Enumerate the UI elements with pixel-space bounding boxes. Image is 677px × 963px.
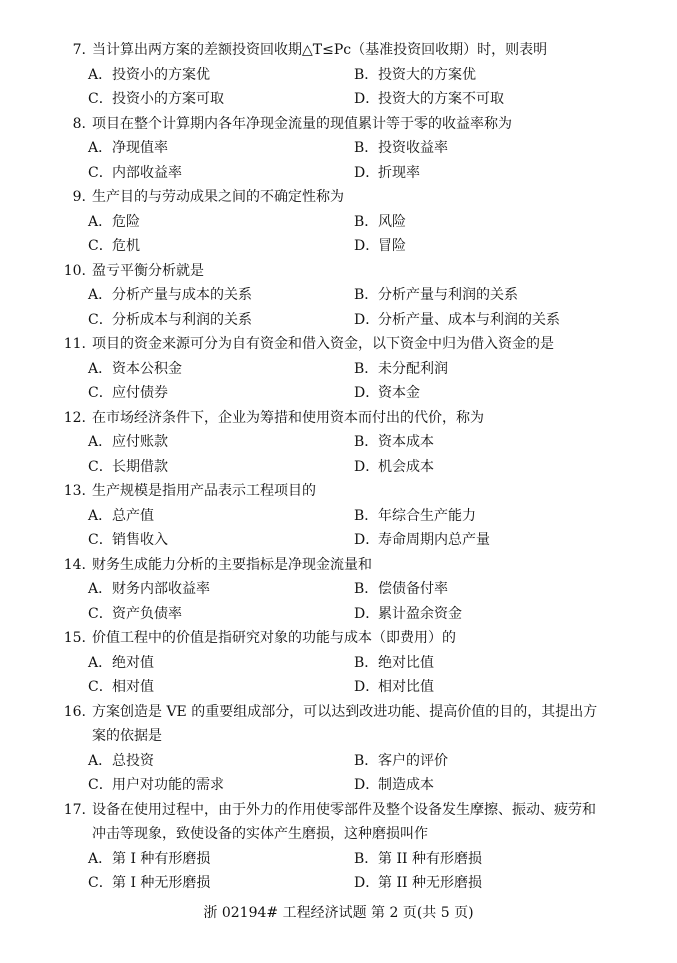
option-b: [354, 749, 448, 774]
option-d: [354, 455, 434, 480]
option-letter: D．: [354, 311, 380, 328]
question-text-continued: 冲击等现象，致使设备的实体产生磨损，这种磨损叫作: [92, 826, 428, 842]
option-grid: [0, 577, 677, 626]
option-text: 投资大的方案不可取: [378, 91, 504, 107]
option-text: 折现率: [378, 164, 420, 181]
option-text: 分析产量与成本的关系: [112, 287, 252, 303]
option-text: 寿命周期内总产量: [378, 532, 490, 548]
question-text: 设备在使用过程中，由于外力的作用使零部件及整个设备发生摩擦、振动、疲劳和: [92, 801, 596, 818]
option-a: [88, 504, 154, 529]
question-item: [0, 259, 677, 333]
question-stem: [0, 553, 677, 578]
option-text: 总产值: [112, 507, 154, 524]
option-letter: B．: [354, 434, 379, 450]
question-stem: [0, 479, 677, 504]
option-b: [354, 283, 518, 308]
option-text: 分析成本与利润的关系: [112, 311, 252, 328]
question-text: 当计算出两方案的差额投资回收期△T≤Pc（基准投资回收期）时，则表明: [92, 42, 548, 58]
option-letter: D．: [354, 777, 380, 793]
question-number: 12.: [63, 409, 86, 426]
option-b: [354, 847, 482, 872]
question-number: 16.: [63, 703, 86, 720]
option-text: 销售收入: [112, 532, 168, 548]
option-d: [354, 381, 420, 406]
option-letter: B．: [354, 66, 379, 83]
question-item: [0, 332, 677, 406]
option-letter: D．: [354, 532, 380, 548]
option-b: [354, 210, 406, 235]
option-a: [88, 357, 182, 382]
question-item: [0, 700, 677, 798]
option-d: [354, 773, 434, 798]
option-letter: D．: [354, 385, 380, 401]
option-text: 资本金: [378, 385, 420, 401]
option-letter: C．: [88, 605, 113, 622]
option-grid: [0, 63, 677, 112]
option-d: [354, 602, 462, 627]
question-item: [0, 798, 677, 896]
option-b: [354, 63, 476, 88]
option-text: 相对比值: [378, 679, 434, 695]
question-item: [0, 185, 677, 259]
option-a: [88, 210, 140, 235]
question-stem: [0, 406, 677, 431]
option-text: 制造成本: [378, 777, 434, 793]
option-grid: [0, 504, 677, 553]
option-grid: [0, 283, 677, 332]
question-item: [0, 553, 677, 627]
option-letter: C．: [88, 238, 113, 254]
option-letter: B．: [354, 140, 379, 156]
option-text: 偿债备付率: [378, 581, 448, 597]
option-letter: A．: [88, 287, 113, 303]
option-text: 未分配利润: [378, 360, 448, 377]
option-c: [88, 675, 154, 700]
option-c: [88, 773, 224, 798]
option-text: 分析产量、成本与利润的关系: [378, 311, 560, 328]
option-text: 分析产量与利润的关系: [378, 287, 518, 303]
option-letter: D．: [354, 875, 380, 891]
question-list: [0, 38, 677, 896]
option-text: 绝对比值: [378, 654, 434, 671]
question-text: 财务生成能力分析的主要指标是净现金流量和: [92, 556, 372, 573]
option-b: [354, 136, 448, 161]
option-letter: C．: [88, 532, 113, 548]
option-letter: D．: [354, 238, 380, 254]
question-number: 17.: [63, 801, 86, 818]
option-letter: A．: [88, 66, 113, 83]
option-text: 财务内部收益率: [112, 581, 210, 597]
option-b: [354, 651, 434, 676]
option-grid: [0, 357, 677, 406]
question-number: 15.: [63, 630, 86, 646]
option-letter: B．: [354, 360, 379, 377]
option-letter: C．: [88, 311, 113, 328]
option-grid: [0, 210, 677, 259]
option-c: [88, 308, 252, 333]
option-c: [88, 528, 168, 553]
option-letter: A．: [88, 581, 113, 597]
option-letter: A．: [88, 140, 113, 156]
option-a: [88, 136, 168, 161]
option-a: [88, 749, 154, 774]
option-b: [354, 357, 448, 382]
option-d: [354, 528, 490, 553]
option-letter: A．: [88, 850, 113, 867]
option-letter: B．: [354, 507, 379, 524]
option-text: 长期借款: [112, 458, 168, 475]
option-text: 用户对功能的需求: [112, 777, 224, 793]
question-text: 价值工程中的价值是指研究对象的功能与成本（即费用）的: [92, 630, 456, 646]
option-c: [88, 871, 210, 896]
option-text: 总投资: [112, 752, 154, 769]
question-text: 在市场经济条件下，企业为筹措和使用资本而付出的代价，称为: [92, 409, 484, 426]
option-letter: A．: [88, 213, 113, 230]
question-text: 盈亏平衡分析就是: [92, 262, 204, 279]
option-letter: A．: [88, 507, 113, 524]
question-text: 生产目的与劳动成果之间的不确定性称为: [92, 189, 344, 205]
question-item: [0, 112, 677, 186]
option-d: [354, 234, 406, 259]
option-letter: C．: [88, 164, 113, 181]
question-stem: [0, 798, 677, 847]
option-grid: [0, 136, 677, 185]
question-text: 方案创造是 VE 的重要组成部分，可以达到改进功能、提高价值的目的，其提出方: [92, 703, 598, 720]
question-number: 9.: [72, 189, 86, 205]
question-stem: [0, 332, 677, 357]
option-letter: A．: [88, 434, 113, 450]
option-b: [354, 504, 476, 529]
option-b: [354, 430, 434, 455]
question-text: 生产规模是指用产品表示工程项目的: [92, 483, 316, 499]
option-grid: [0, 651, 677, 700]
question-text: 项目的资金来源可分为自有资金和借入资金，以下资金中归为借入资金的是: [92, 336, 554, 352]
option-text: 危机: [112, 238, 140, 254]
option-text: 风险: [378, 213, 406, 230]
option-d: [354, 675, 434, 700]
option-text: 第 I 种有形磨损: [112, 850, 211, 867]
option-text: 机会成本: [378, 458, 434, 475]
option-grid: [0, 749, 677, 798]
option-letter: C．: [88, 777, 113, 793]
option-letter: C．: [88, 385, 113, 401]
option-a: [88, 847, 210, 872]
option-letter: B．: [354, 850, 379, 867]
option-c: [88, 161, 182, 186]
option-text: 第 II 种有形磨损: [378, 850, 482, 867]
option-letter: B．: [354, 752, 379, 769]
question-number: 7.: [72, 42, 86, 58]
option-letter: C．: [88, 679, 113, 695]
option-letter: D．: [354, 679, 380, 695]
question-item: [0, 626, 677, 700]
option-a: [88, 63, 210, 88]
question-stem: [0, 38, 677, 63]
option-text: 投资大的方案优: [378, 66, 476, 83]
option-text: 资本成本: [378, 434, 434, 450]
option-letter: D．: [354, 91, 380, 107]
option-letter: D．: [354, 605, 380, 622]
question-stem: [0, 259, 677, 284]
option-text: 第 II 种无形磨损: [378, 875, 482, 891]
question-number: 14.: [63, 556, 86, 573]
option-text: 净现值率: [112, 140, 168, 156]
question-text-continued: 案的依据是: [92, 728, 162, 744]
option-letter: C．: [88, 875, 113, 891]
option-c: [88, 234, 140, 259]
option-text: 绝对值: [112, 654, 154, 671]
option-letter: D．: [354, 458, 380, 475]
option-text: 内部收益率: [112, 164, 182, 181]
option-letter: C．: [88, 91, 113, 107]
option-letter: B．: [354, 213, 379, 230]
option-letter: B．: [354, 287, 379, 303]
option-letter: B．: [354, 581, 379, 597]
option-a: [88, 651, 154, 676]
option-grid: [0, 430, 677, 479]
option-text: 资产负债率: [112, 605, 182, 622]
option-text: 冒险: [378, 238, 406, 254]
option-c: [88, 381, 168, 406]
option-text: 投资小的方案优: [112, 66, 210, 83]
option-grid: [0, 847, 677, 896]
question-stem: [0, 185, 677, 210]
question-stem: [0, 700, 677, 749]
question-stem: [0, 112, 677, 137]
option-letter: B．: [354, 654, 379, 671]
question-number: 8.: [72, 115, 86, 132]
option-letter: A．: [88, 360, 113, 377]
option-text: 第 I 种无形磨损: [112, 875, 211, 891]
question-number: 13.: [63, 483, 86, 499]
option-b: [354, 577, 448, 602]
question-item: [0, 38, 677, 112]
question-text: 项目在整个计算期内各年净现金流量的现值累计等于零的收益率称为: [92, 115, 512, 132]
question-number: 10.: [63, 262, 86, 279]
option-text: 应付债券: [112, 385, 168, 401]
option-letter: A．: [88, 752, 113, 769]
option-letter: D．: [354, 164, 380, 181]
option-text: 客户的评价: [378, 752, 448, 769]
option-text: 相对值: [112, 679, 154, 695]
option-text: 投资收益率: [378, 140, 448, 156]
option-letter: A．: [88, 654, 113, 671]
page-footer: 浙 02194# 工程经济试题 第 2 页(共 5 页): [203, 905, 474, 921]
option-a: [88, 577, 210, 602]
option-text: 投资小的方案可取: [112, 91, 224, 107]
option-letter: C．: [88, 458, 113, 475]
option-d: [354, 161, 420, 186]
option-c: [88, 455, 168, 480]
option-a: [88, 430, 168, 455]
option-d: [354, 871, 482, 896]
option-text: 资本公积金: [112, 360, 182, 377]
option-a: [88, 283, 252, 308]
question-item: [0, 406, 677, 480]
option-text: 应付账款: [112, 434, 168, 450]
option-c: [88, 87, 224, 112]
option-text: 危险: [112, 213, 140, 230]
option-text: 年综合生产能力: [378, 507, 476, 524]
question-item: [0, 479, 677, 553]
option-d: [354, 87, 504, 112]
option-d: [354, 308, 560, 333]
option-c: [88, 602, 182, 627]
question-number: 11.: [63, 336, 86, 352]
question-stem: [0, 626, 677, 651]
option-text: 累计盈余资金: [378, 605, 462, 622]
